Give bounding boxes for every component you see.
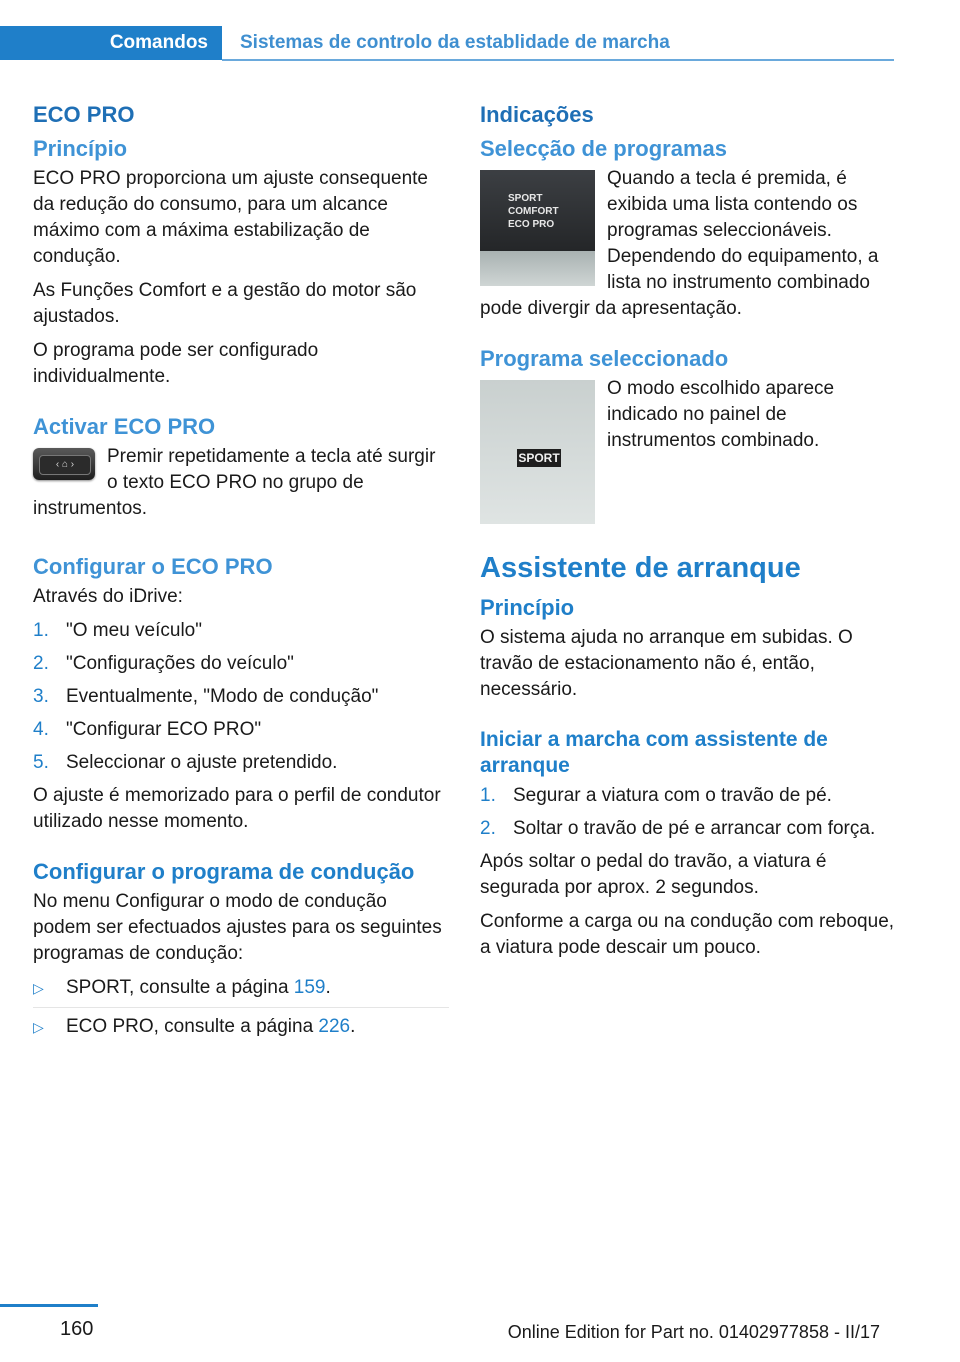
configure-eco-pro-heading: Configurar o ECO PRO <box>33 554 273 579</box>
edition-info: Online Edition for Part no. 01402977858 - II/17 <box>507 1322 880 1342</box>
triangle-bullet-icon: ▷ <box>33 980 44 996</box>
program-selection-text: Quando a tecla é premida, é exibida uma lista contendo os programas seleccionáveis. Dependendo do equipamento, a lista no instrumento combinado pode divergir da apresentação. <box>480 168 879 319</box>
driving-mode-button-icon: ‹ ⌂ › <box>39 455 91 475</box>
indications-title: Indicações <box>480 102 594 127</box>
drive-program-intro: No menu Configurar o modo de condução podem ser efectuados ajustes para os seguintes programas de condução: <box>33 891 442 964</box>
program-list-image <box>480 170 595 286</box>
drive-program-list <box>33 975 449 1046</box>
configure-note: O ajuste é memorizado para o perfil de condutor utilizado nesse momento. <box>33 785 441 832</box>
sport-badge: SPORT <box>518 451 560 465</box>
start-assist-principle-text: O sistema ajuda no arranque em subidas. O travão de estacionamento não é, então, necessário. <box>480 627 853 700</box>
start-assist-title: Assistente de arranque <box>480 552 801 584</box>
page-header <box>0 0 960 62</box>
list-item: 1. "O meu veículo" <box>33 620 202 641</box>
principle-paragraph-3: O programa pode ser configurado individualmente. <box>33 340 319 387</box>
principle-paragraph-2: As Funções Comfort e a gestão do motor são ajustados. <box>33 280 417 327</box>
selected-program-text: O modo escolhido aparece indicado no painel de instrumentos combinado. <box>607 378 835 451</box>
list-item: 3. Eventualmente, "Modo de condução" <box>33 686 379 707</box>
selected-program-heading: Programa seleccionado <box>480 346 729 371</box>
configure-steps <box>33 618 449 776</box>
eco-pro-button-image <box>33 448 95 480</box>
start-assist-principle-heading: Princípio <box>480 595 575 620</box>
list-item: 2. "Configurações do veículo" <box>33 653 294 674</box>
start-assist-steps <box>480 783 896 842</box>
activate-text: Premir repetidamente a tecla até surgir o texto ECO PRO no grupo de instrumentos. <box>33 446 436 519</box>
configure-intro: Através do iDrive: <box>33 586 183 607</box>
list-item: ▷ ECO PRO, consulte a página 226. <box>33 1014 449 1046</box>
section-title[interactable]: Sistemas de controlo da establidade de marcha <box>240 32 670 53</box>
page-number: 160 <box>60 1318 94 1340</box>
program-list-item: SPORT <box>508 193 543 204</box>
start-with-assist-heading: Iniciar a marcha com assistente de arranque <box>480 728 828 777</box>
list-item: 5. Seleccionar o ajuste pretendido. <box>33 752 338 773</box>
program-selection-heading: Selecção de programas <box>480 136 728 161</box>
left-column <box>33 96 449 1052</box>
selected-program-image <box>480 380 595 524</box>
list-item: 1. Segurar a viatura com o travão de pé. <box>480 785 832 806</box>
list-item: 2. Soltar o travão de pé e arrancar com força. <box>480 818 876 839</box>
footer-divider <box>0 1304 98 1307</box>
list-item: 4. "Configurar ECO PRO" <box>33 719 262 740</box>
page-link-159[interactable]: 159 <box>293 977 326 998</box>
program-list-item: ECO PRO <box>508 219 555 230</box>
eco-pro-title: ECO PRO <box>33 102 135 127</box>
start-assist-paragraph-1: Após soltar o pedal do travão, a viatura é segurada por aprox. 2 segundos. <box>480 851 827 898</box>
triangle-bullet-icon: ▷ <box>33 1019 44 1035</box>
header-divider <box>222 59 894 61</box>
program-list-item: COMFORT <box>508 206 559 217</box>
drive-program-heading: Configurar o programa de condução <box>33 859 415 884</box>
right-column <box>480 96 896 969</box>
principle-heading: Princípio <box>33 136 128 161</box>
start-assist-paragraph-2: Conforme a carga ou na condução com reboque, a viatura pode descair um pouco. <box>480 911 895 958</box>
activate-eco-pro-heading: Activar ECO PRO <box>33 414 216 439</box>
chapter-tab[interactable]: Comandos <box>0 26 222 60</box>
principle-paragraph-1: ECO PRO proporciona um ajuste consequente da redução do consumo, para um alcance máximo com a máxima estabilização de condução. <box>33 168 428 267</box>
page-link-226[interactable]: 226 <box>318 1016 351 1037</box>
list-item: ▷ SPORT, consulte a página 159. <box>33 975 449 1008</box>
